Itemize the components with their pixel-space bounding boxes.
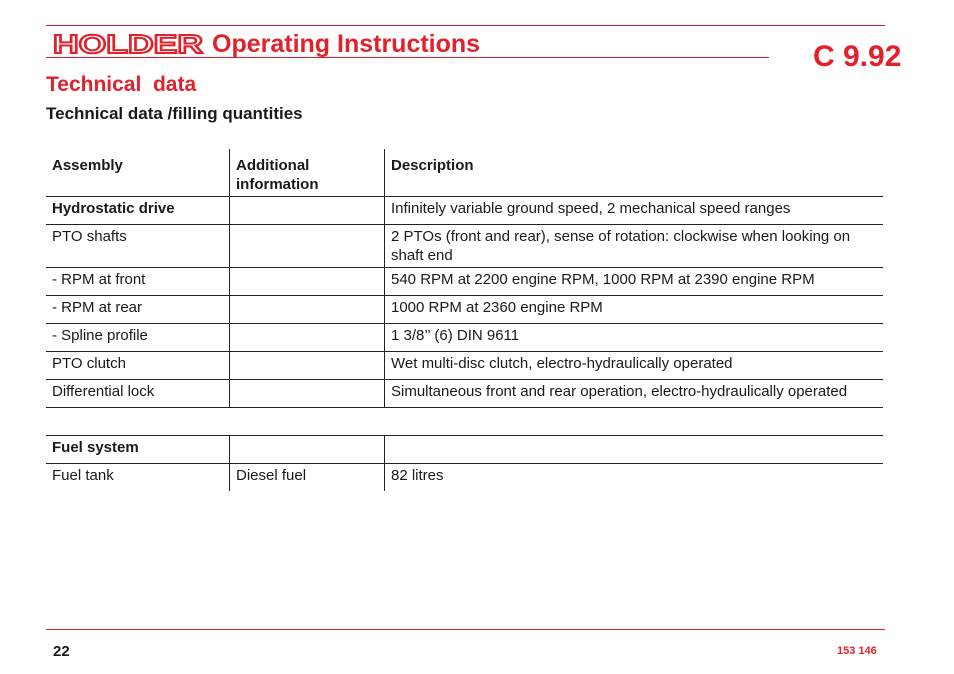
cell-assembly: Hydrostatic drive [46, 197, 230, 225]
cell-description: Simultaneous front and rear operation, electro-hydraulically operated [385, 380, 884, 408]
cell-info [230, 352, 385, 380]
sub-title: Technical data /filling quantities [46, 104, 303, 123]
cell-description: 1 3/8’’ (6) DIN 9611 [385, 324, 884, 352]
document-code: 153 146 [837, 645, 877, 657]
cell-assembly: Differential lock [46, 380, 230, 408]
cell-assembly: PTO clutch [46, 352, 230, 380]
cell-info: Diesel fuel [230, 464, 385, 492]
cell-info [230, 296, 385, 324]
table-row [46, 380, 883, 408]
table-header-row [46, 149, 883, 197]
svg-text:HOLDER: HOLDER [53, 33, 204, 55]
cell-description: 540 RPM at 2200 engine RPM, 1000 RPM at 2390 engine RPM [385, 268, 884, 296]
table-row [46, 225, 883, 268]
cell-description: Wet multi-disc clutch, electro-hydraulically operated [385, 352, 884, 380]
cell-info [230, 225, 385, 268]
cell-info [230, 268, 385, 296]
table-row [46, 352, 883, 380]
cell-description: 2 PTOs (front and rear), sense of rotation: clockwise when looking on shaft end [385, 225, 884, 268]
cell-info [230, 324, 385, 352]
top-rule [46, 25, 885, 26]
page-number: 22 [53, 643, 70, 660]
cell-info [230, 197, 385, 225]
holder-logo [53, 33, 205, 55]
table-row [46, 464, 883, 492]
cell-description: Infinitely variable ground speed, 2 mechanical speed ranges [385, 197, 884, 225]
table-row [46, 296, 883, 324]
cell-assembly: - RPM at front [46, 268, 230, 296]
cell-description [385, 436, 884, 464]
col-description-header: Description [385, 149, 884, 197]
cell-info [230, 436, 385, 464]
cell-assembly: Fuel tank [52, 467, 114, 484]
cell-assembly: Fuel system [46, 436, 230, 464]
col-info-header: Additional information [230, 149, 385, 197]
col-assembly-header: Assembly [46, 149, 230, 197]
cell-assembly: - RPM at rear [46, 296, 230, 324]
document-title: Operating Instructions [212, 30, 481, 58]
spacer-row [46, 408, 883, 436]
table-row [46, 268, 883, 296]
cell-assembly: - Spline profile [46, 324, 230, 352]
table-row [46, 197, 883, 225]
cell-info [230, 380, 385, 408]
table-row [46, 436, 883, 464]
cell-assembly: PTO shafts [46, 225, 230, 268]
model-number: C 9.92 [813, 40, 902, 73]
section-title: Technical data [46, 73, 197, 96]
cell-description: 82 litres [385, 464, 884, 492]
cell-description: 1000 RPM at 2360 engine RPM [385, 296, 884, 324]
table-row [46, 324, 883, 352]
footer-rule [46, 629, 885, 630]
technical-data-table [46, 149, 883, 491]
